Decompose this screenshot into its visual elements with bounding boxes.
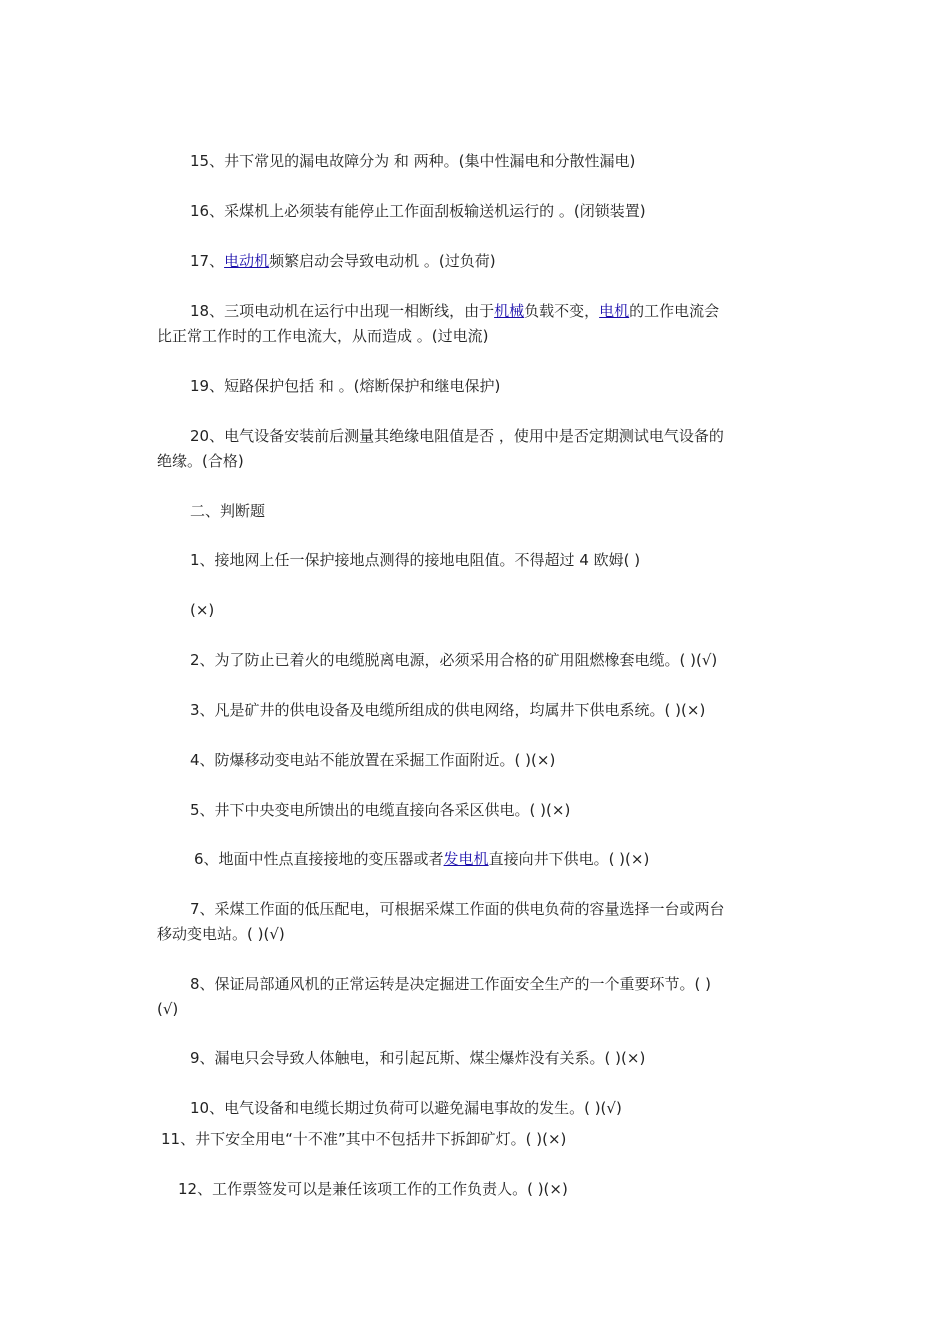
question-18-middle: 负载不变， [524, 302, 600, 320]
fill-question-16: 16、采煤机上必须装有能停止工作面刮板输送机运行的 。(闭锁装置) [190, 202, 646, 220]
judge-question-4: 4、防爆移动变电站不能放置在采掘工作面附近。( )(×) [190, 751, 556, 769]
section-heading-judgement: 二、判断题 [190, 502, 266, 520]
fill-question-20-line2: 绝缘。(合格) [157, 452, 244, 470]
question-18-suffix: 的工作电流会 [629, 302, 720, 320]
judge-question-1-answer: (×) [190, 601, 215, 619]
judge-question-6 [194, 849, 649, 869]
judge-question-7-line1: 7、采煤工作面的低压配电，可根据采煤工作面的供电负荷的容量选择一台或两台 [190, 900, 725, 918]
judge-question-2: 2、为了防止已着火的电缆脱离电源，必须采用合格的矿用阻燃橡套电缆。( )(√) [190, 651, 718, 669]
question-17-suffix: 频繁启动会导致电动机 。(过负荷) [269, 252, 496, 270]
fill-question-17 [190, 251, 496, 271]
judge-question-7-line2: 移动变电站。( )(√) [157, 925, 285, 943]
judge-question-10: 10、电气设备和电缆长期过负荷可以避免漏电事故的发生。( )(√) [190, 1099, 622, 1117]
judge-question-8-line2: (√) [157, 1000, 179, 1018]
fill-question-18-line1 [190, 301, 719, 321]
judge-question-8-line1: 8、保证局部通风机的正常运转是决定掘进工作面安全生产的一个重要环节。( ) [190, 975, 712, 993]
judge-question-12: 12、工作票签发可以是兼任该项工作的工作负责人。( )(×) [178, 1180, 568, 1198]
judge-question-3: 3、凡是矿井的供电设备及电缆所组成的供电网络，均属井下供电系统。( )(×) [190, 701, 706, 719]
judge-question-11: 11、井下安全用电“十不准”其中不包括井下拆卸矿灯。( )(×) [161, 1130, 567, 1148]
electric-motor-link[interactable]: 电动机 [224, 252, 270, 270]
question-6-prefix: 6、地面中性点直接接地的变压器或者 [194, 850, 444, 868]
generator-link[interactable]: 发电机 [443, 850, 489, 868]
fill-question-20-line1: 20、电气设备安装前后测量其绝缘电阻值是否 ，使用中是否定期测试电气设备的 [190, 427, 724, 445]
motor-link[interactable]: 电机 [599, 302, 630, 320]
machinery-link[interactable]: 机械 [494, 302, 525, 320]
question-17-prefix: 17、 [190, 252, 225, 270]
fill-question-18-line2: 比正常工作时的工作电流大，从而造成 。(过电流) [157, 327, 489, 345]
judge-question-9: 9、漏电只会导致人体触电，和引起瓦斯、煤尘爆炸没有关系。( )(×) [190, 1049, 646, 1067]
question-18-prefix: 18、三项电动机在运行中出现一相断线，由于 [190, 302, 495, 320]
judge-question-5: 5、井下中央变电所馈出的电缆直接向各采区供电。( )(×) [190, 801, 571, 819]
fill-question-19: 19、短路保护包括 和 。(熔断保护和继电保护) [190, 377, 501, 395]
fill-question-15: 15、井下常见的漏电故障分为 和 两种。(集中性漏电和分散性漏电) [190, 152, 636, 170]
judge-question-1: 1、接地网上任一保护接地点测得的接地电阻值。不得超过 4 欧姆( ) [190, 551, 641, 569]
question-6-suffix: 直接向井下供电。( )(×) [488, 850, 650, 868]
